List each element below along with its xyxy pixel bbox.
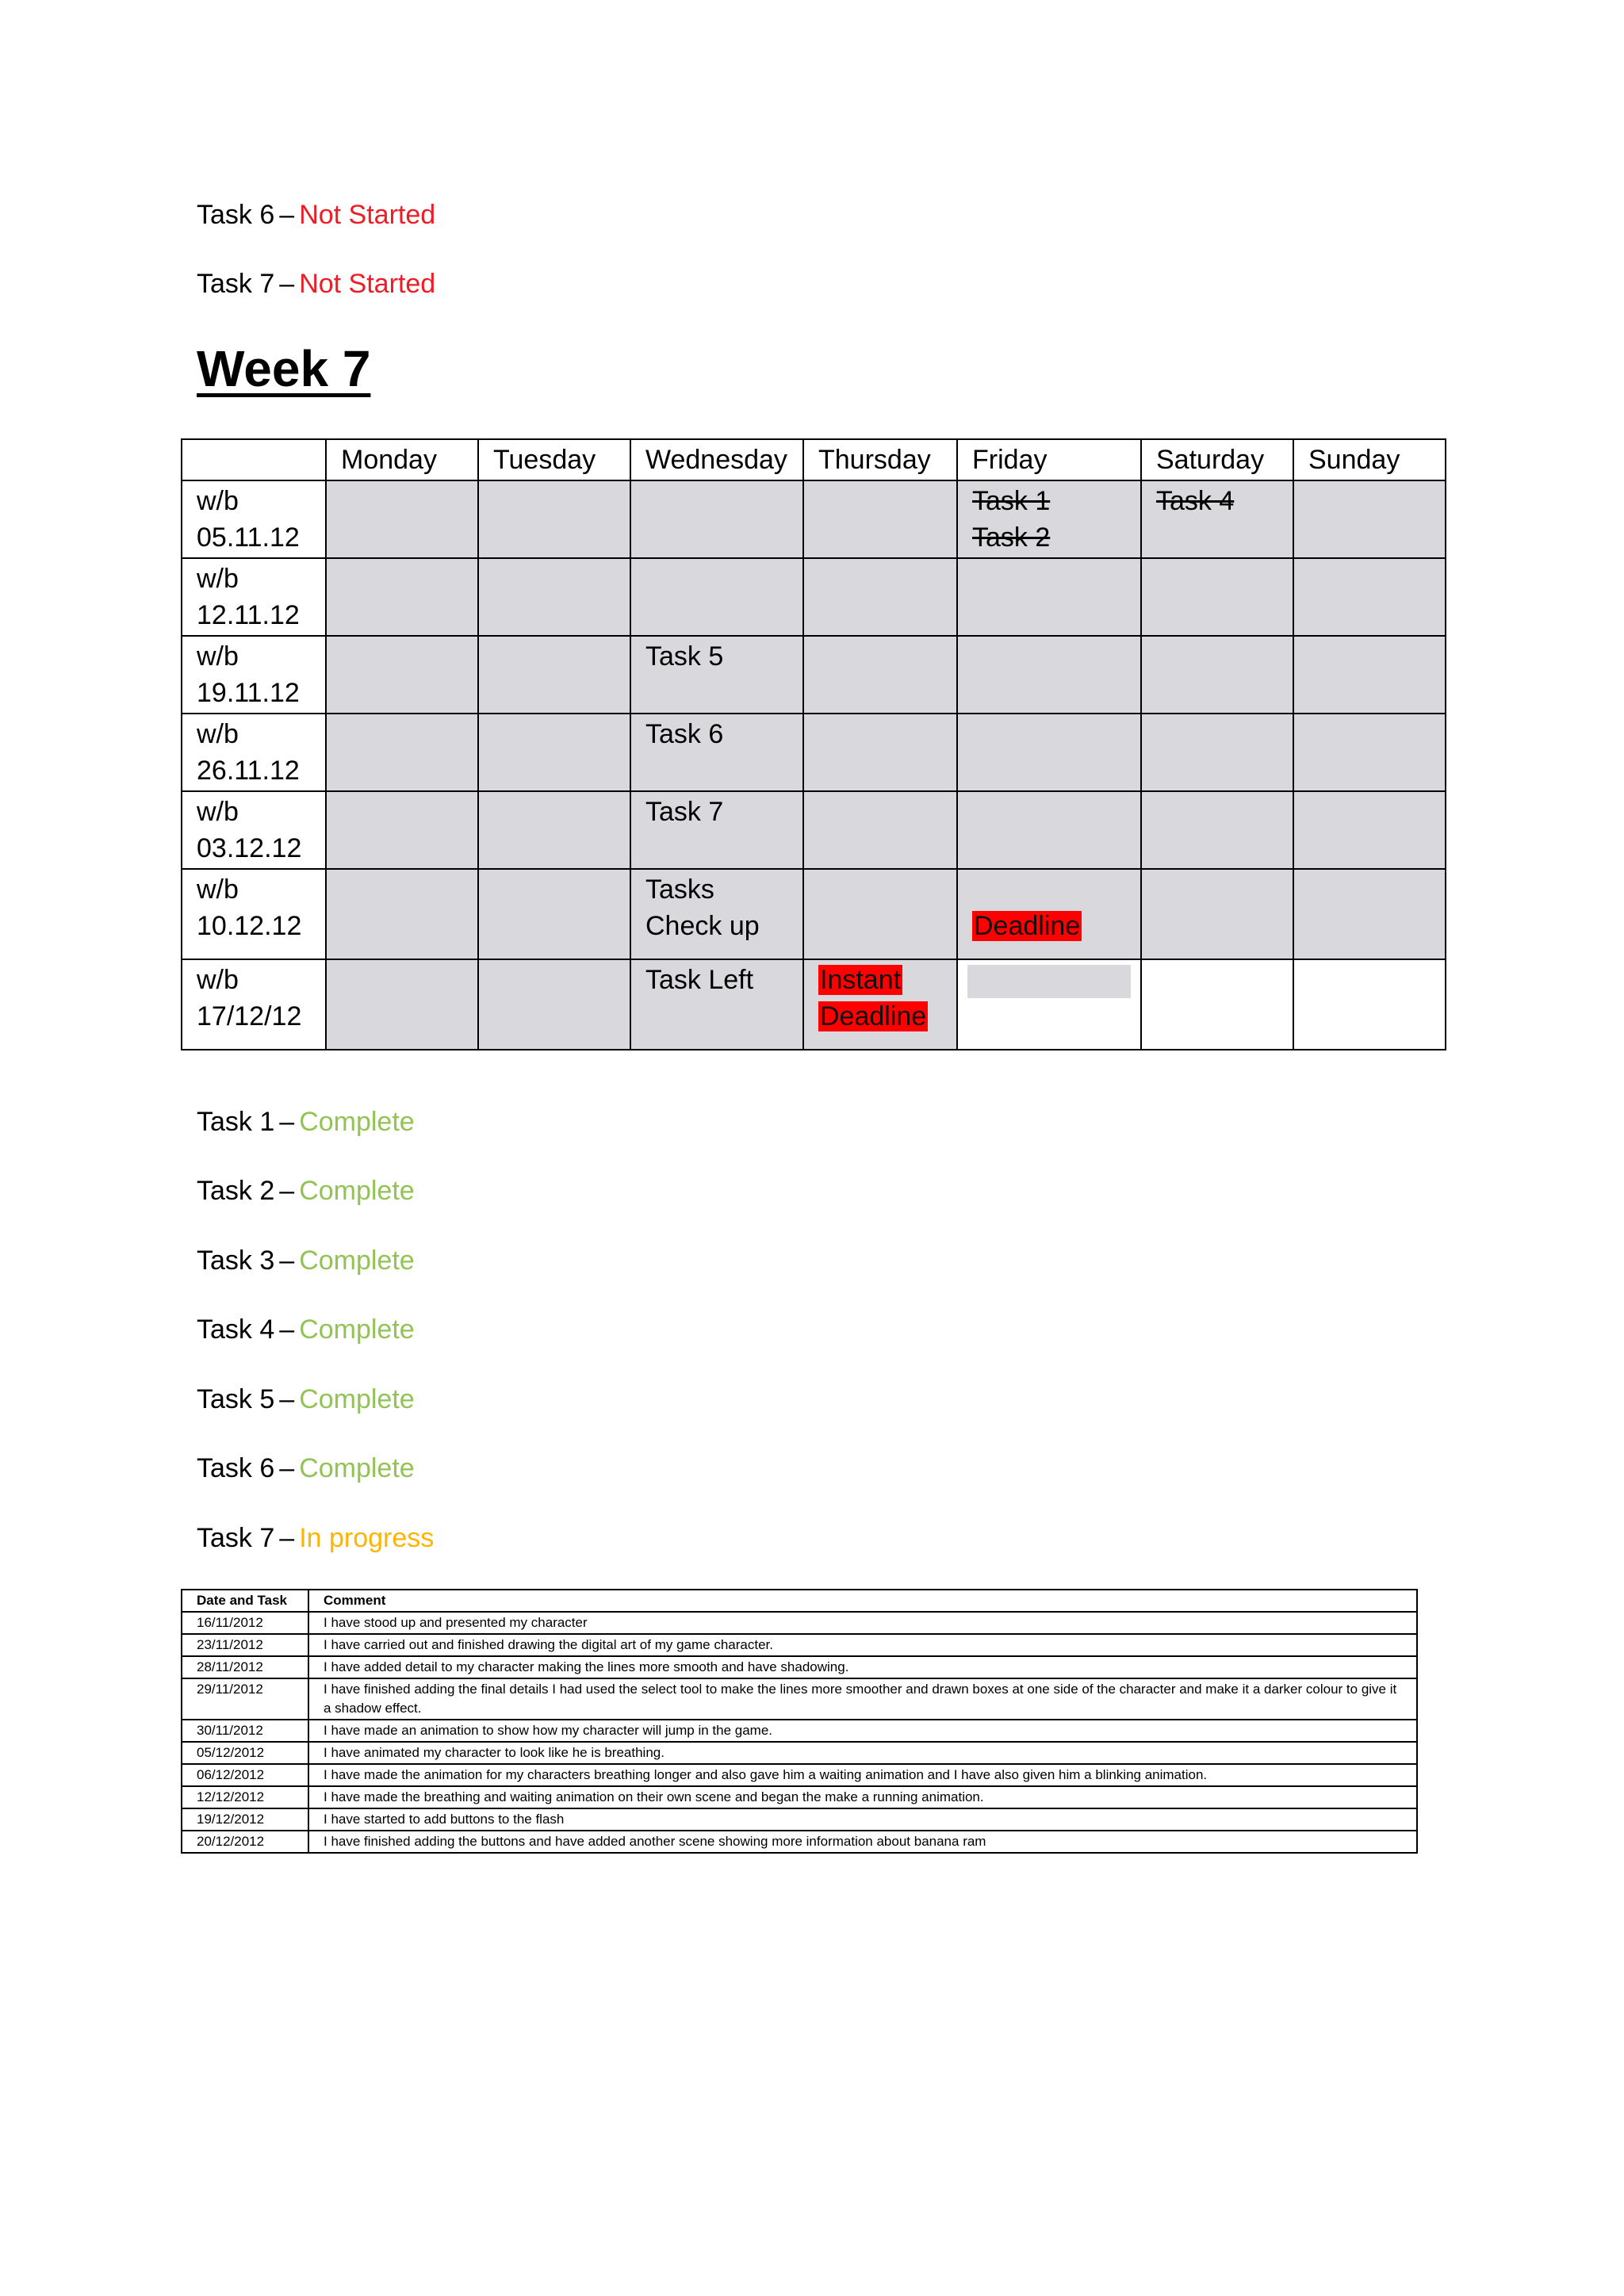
log-row xyxy=(182,1656,1417,1678)
task-label: Task 4 xyxy=(197,1314,275,1345)
day-cell xyxy=(478,869,630,959)
log-comment: I have finished adding the final details I had used the select tool to make the lines more smoother and drawn boxes at one side of the character and make it a darker colour to give it a shadow effect. xyxy=(308,1678,1417,1720)
log-row xyxy=(182,1678,1417,1720)
dash: – xyxy=(279,1453,295,1483)
log-row xyxy=(182,1831,1417,1853)
dash: – xyxy=(279,1176,295,1206)
cell-text: Task 7 xyxy=(645,797,724,827)
task-status-line xyxy=(197,1521,434,1556)
log-date: 05/12/2012 xyxy=(182,1742,308,1764)
week-schedule-table xyxy=(181,438,1446,1050)
day-cell xyxy=(803,791,957,869)
task-status-line xyxy=(197,1382,415,1417)
week-prefix: w/b xyxy=(197,486,239,516)
log-header-row xyxy=(182,1590,1417,1612)
log-comment: I have added detail to my character making the lines more smooth and have shadowing. xyxy=(308,1656,1417,1678)
deadline-highlight: Deadline xyxy=(974,911,1081,941)
week-prefix: w/b xyxy=(197,797,239,827)
task-label: Task 7 xyxy=(197,1523,275,1553)
log-comment: I have animated my character to look like he is breathing. xyxy=(308,1742,1417,1764)
log-header-cell: Comment xyxy=(308,1590,1417,1612)
day-header-saturday: Saturday xyxy=(1141,439,1293,480)
log-row xyxy=(182,1764,1417,1786)
week-label-cell xyxy=(182,959,326,1050)
log-date: 30/11/2012 xyxy=(182,1720,308,1742)
task-label: Task 5 xyxy=(197,1384,275,1414)
deadline-highlight: Instant xyxy=(820,965,902,995)
cell-text: Task 5 xyxy=(645,641,724,672)
page-heading: Week 7 xyxy=(197,340,371,397)
day-cell xyxy=(630,791,803,869)
task-label: Task 3 xyxy=(197,1246,275,1276)
day-cell xyxy=(1141,558,1293,636)
log-comment: I have stood up and presented my character xyxy=(308,1612,1417,1634)
day-cell xyxy=(630,480,803,558)
day-cell xyxy=(1293,558,1446,636)
day-cell xyxy=(478,480,630,558)
task-status: Not Started xyxy=(299,269,436,299)
week-prefix: w/b xyxy=(197,641,239,672)
day-cell xyxy=(630,869,803,959)
task-status-line xyxy=(197,1173,415,1208)
day-cell xyxy=(478,714,630,791)
day-cell xyxy=(326,480,478,558)
week-prefix: w/b xyxy=(197,965,239,995)
day-cell xyxy=(326,869,478,959)
task-status: Complete xyxy=(299,1314,415,1345)
week-label-cell xyxy=(182,714,326,791)
week-label-cell xyxy=(182,636,326,714)
day-cell xyxy=(1293,869,1446,959)
dash: – xyxy=(279,1314,295,1345)
day-cell xyxy=(478,959,630,1050)
deadline-highlight: Deadline xyxy=(820,1001,927,1031)
log-comment: I have made the animation for my characters breathing longer and also gave him a waiting animation and I have also given him a blinking animation. xyxy=(308,1764,1417,1786)
day-cell xyxy=(957,480,1141,558)
day-cell xyxy=(957,714,1141,791)
day-cell xyxy=(1141,869,1293,959)
log-row xyxy=(182,1612,1417,1634)
day-header-thursday: Thursday xyxy=(803,439,957,480)
day-cell xyxy=(326,959,478,1050)
day-cell xyxy=(326,636,478,714)
day-cell xyxy=(478,558,630,636)
cell-line xyxy=(972,908,1126,944)
day-cell xyxy=(803,480,957,558)
day-cell xyxy=(803,636,957,714)
week-row xyxy=(182,636,1446,714)
week-date: 03.12.12 xyxy=(197,833,302,863)
day-cell xyxy=(957,636,1141,714)
log-comment: I have started to add buttons to the flash xyxy=(308,1808,1417,1831)
day-cell xyxy=(630,959,803,1050)
task-label: Task 6 xyxy=(197,1453,275,1483)
task-status-line xyxy=(197,1312,415,1347)
day-cell xyxy=(1293,791,1446,869)
task-label: Task 1 xyxy=(197,1107,275,1137)
corner-cell xyxy=(182,439,326,480)
day-cell xyxy=(1293,959,1446,1050)
dash: – xyxy=(279,1246,295,1276)
log-header-cell: Date and Task xyxy=(182,1590,308,1612)
log-row xyxy=(182,1720,1417,1742)
week-date: 05.11.12 xyxy=(197,522,300,553)
log-comment: I have made an animation to show how my character will jump in the game. xyxy=(308,1720,1417,1742)
day-cell xyxy=(957,869,1141,959)
dash: – xyxy=(279,269,295,299)
week-date: 19.11.12 xyxy=(197,678,300,708)
day-cell xyxy=(478,791,630,869)
day-cell xyxy=(326,791,478,869)
week-date: 17/12/12 xyxy=(197,1001,302,1031)
day-header-tuesday: Tuesday xyxy=(478,439,630,480)
cell-line xyxy=(645,908,788,944)
day-cell xyxy=(1141,791,1293,869)
week-prefix: w/b xyxy=(197,719,239,749)
day-cell xyxy=(1141,959,1293,1050)
day-cell xyxy=(1293,636,1446,714)
day-header-monday: Monday xyxy=(326,439,478,480)
cell-line xyxy=(1156,483,1278,519)
cell-line xyxy=(645,871,788,908)
log-row xyxy=(182,1742,1417,1764)
grey-block xyxy=(967,965,1131,998)
schedule-header-row xyxy=(182,439,1446,480)
cell-line xyxy=(818,962,942,998)
log-date: 19/12/2012 xyxy=(182,1808,308,1831)
day-cell xyxy=(957,959,1141,1050)
task-status: Complete xyxy=(299,1107,415,1137)
cell-text: Task 4 xyxy=(1156,486,1235,516)
day-cell xyxy=(803,959,957,1050)
task-status: In progress xyxy=(299,1523,435,1553)
week-label-cell xyxy=(182,558,326,636)
week-date: 26.11.12 xyxy=(197,756,300,786)
task-label: Task 7 xyxy=(197,269,275,299)
task-label: Task 2 xyxy=(197,1176,275,1206)
cell-line xyxy=(972,871,1126,908)
day-cell xyxy=(957,791,1141,869)
week-row xyxy=(182,791,1446,869)
task-status-line xyxy=(197,1104,415,1139)
task-status: Complete xyxy=(299,1246,415,1276)
day-cell xyxy=(1293,480,1446,558)
week-label-cell xyxy=(182,869,326,959)
cell-text: Check up xyxy=(645,911,760,941)
day-cell xyxy=(326,714,478,791)
dash: – xyxy=(279,200,295,230)
week-prefix: w/b xyxy=(197,564,239,594)
task-status-line xyxy=(197,197,435,232)
week-row xyxy=(182,869,1446,959)
week-row xyxy=(182,558,1446,636)
log-date: 20/12/2012 xyxy=(182,1831,308,1853)
cell-text: Tasks xyxy=(645,874,714,905)
week-row xyxy=(182,714,1446,791)
day-cell xyxy=(326,558,478,636)
day-header-sunday: Sunday xyxy=(1293,439,1446,480)
day-header-friday: Friday xyxy=(957,439,1141,480)
log-comment: I have carried out and finished drawing the digital art of my game character. xyxy=(308,1634,1417,1656)
day-cell xyxy=(1293,714,1446,791)
day-header-wednesday: Wednesday xyxy=(630,439,803,480)
log-row xyxy=(182,1786,1417,1808)
cell-text: Task 6 xyxy=(645,719,724,749)
task-status-line xyxy=(197,266,435,301)
log-date: 29/11/2012 xyxy=(182,1678,308,1720)
day-cell xyxy=(1141,480,1293,558)
dash: – xyxy=(279,1107,295,1137)
log-date: 23/11/2012 xyxy=(182,1634,308,1656)
day-cell xyxy=(1141,636,1293,714)
cell-line xyxy=(972,519,1126,556)
week-prefix: w/b xyxy=(197,874,239,905)
log-date: 12/12/2012 xyxy=(182,1786,308,1808)
cell-line xyxy=(972,483,1126,519)
task-status-line xyxy=(197,1451,415,1486)
cell-line xyxy=(818,998,942,1035)
progress-log-table xyxy=(181,1589,1418,1854)
week-row xyxy=(182,480,1446,558)
day-cell xyxy=(803,869,957,959)
day-cell xyxy=(957,558,1141,636)
week-date: 10.12.12 xyxy=(197,911,302,941)
log-date: 16/11/2012 xyxy=(182,1612,308,1634)
log-comment: I have finished adding the buttons and have added another scene showing more information about banana ram xyxy=(308,1831,1417,1853)
cell-text: Task 2 xyxy=(972,522,1051,553)
cell-text: Task 1 xyxy=(972,486,1051,516)
dash: – xyxy=(279,1523,295,1553)
log-row xyxy=(182,1634,1417,1656)
log-date: 06/12/2012 xyxy=(182,1764,308,1786)
day-cell xyxy=(630,714,803,791)
log-date: 28/11/2012 xyxy=(182,1656,308,1678)
week-label-cell xyxy=(182,791,326,869)
week-label-cell xyxy=(182,480,326,558)
week-date: 12.11.12 xyxy=(197,600,300,630)
dash: – xyxy=(279,1384,295,1414)
day-cell xyxy=(478,636,630,714)
day-cell xyxy=(803,714,957,791)
day-cell xyxy=(630,558,803,636)
day-cell xyxy=(1141,714,1293,791)
task-status: Complete xyxy=(299,1384,415,1414)
week-row xyxy=(182,959,1446,1050)
log-row xyxy=(182,1808,1417,1831)
task-status: Not Started xyxy=(299,200,436,230)
task-status-line xyxy=(197,1243,415,1278)
cell-text: Task Left xyxy=(645,965,754,995)
task-label: Task 6 xyxy=(197,200,275,230)
task-status: Complete xyxy=(299,1176,415,1206)
day-cell xyxy=(803,558,957,636)
day-cell xyxy=(630,636,803,714)
task-status: Complete xyxy=(299,1453,415,1483)
log-comment: I have made the breathing and waiting animation on their own scene and began the make a running animation. xyxy=(308,1786,1417,1808)
